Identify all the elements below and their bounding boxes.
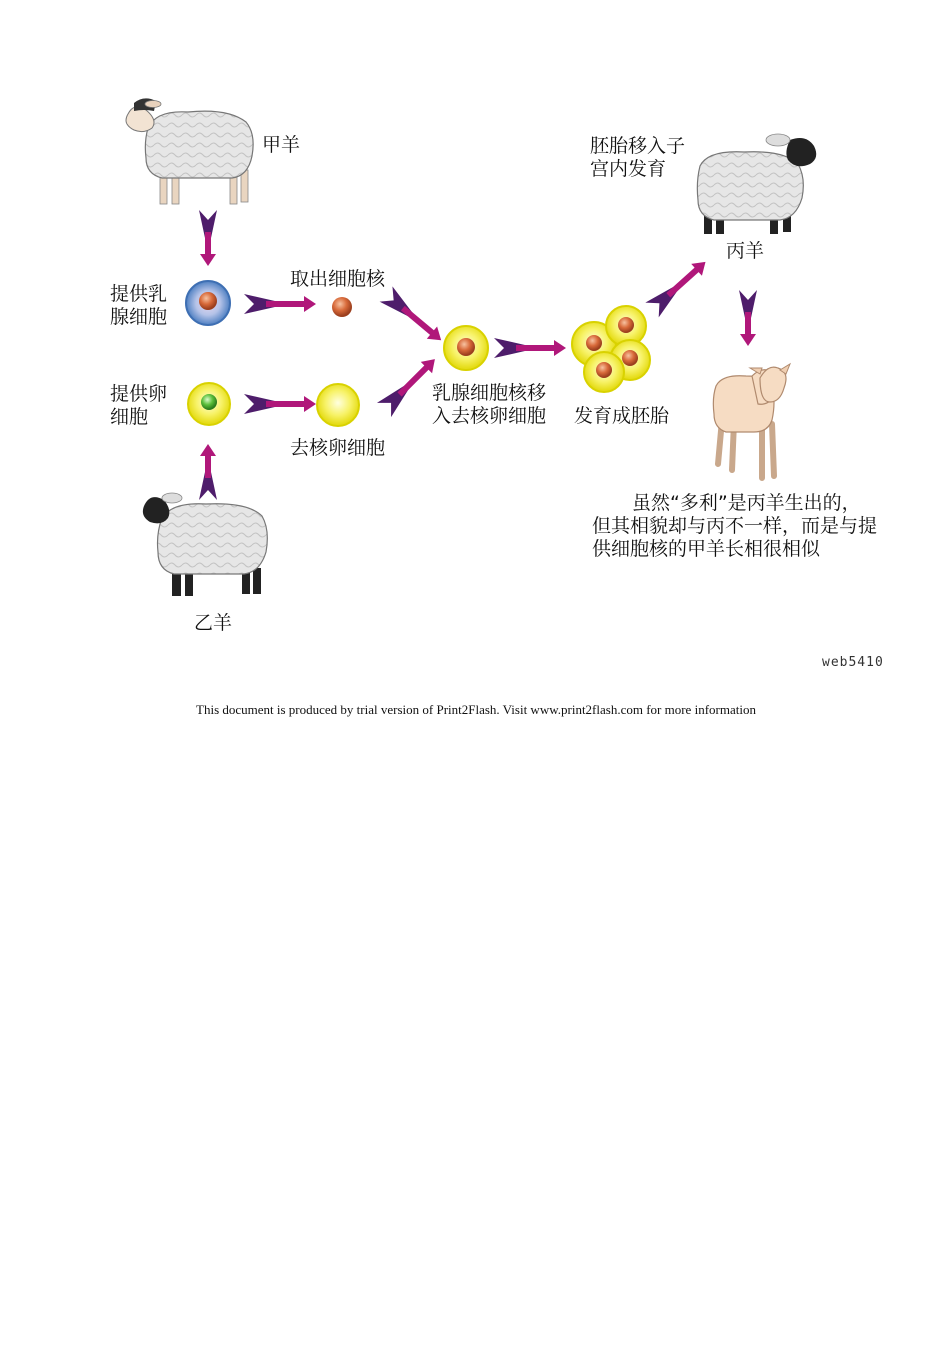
mammary-cell-icon bbox=[186, 281, 230, 325]
label-embryo-transfer: 胚胎移入子 宫内发育 bbox=[590, 135, 686, 180]
caption-line-1: 虽然“多利”是丙羊生出的， bbox=[632, 492, 861, 514]
arrow-embryo-to-sheep-c bbox=[645, 254, 712, 317]
embryo-icon bbox=[572, 306, 650, 392]
arrow-egg-to-enucleated bbox=[244, 394, 316, 414]
arrow-nucleus-to-fusion bbox=[380, 286, 448, 348]
arrow-fusion-to-embryo bbox=[494, 338, 566, 358]
fused-cell-icon bbox=[444, 326, 488, 370]
label-provide-egg: 提供卵 细胞 bbox=[110, 383, 168, 428]
arrow-sheep-b-to-egg bbox=[199, 444, 217, 500]
enucleated-egg-icon bbox=[317, 384, 359, 426]
arrow-mammary-to-nucleus bbox=[244, 294, 316, 314]
label-extract-nucleus: 取出细胞核 bbox=[290, 268, 386, 290]
caption bbox=[592, 492, 912, 561]
sheep-b-icon bbox=[143, 493, 267, 596]
label-develop-embryo: 发育成胚胎 bbox=[574, 405, 670, 427]
label-enucleated-egg: 去核卵细胞 bbox=[290, 437, 386, 459]
caption-line-3: 供细胞核的甲羊长相很相似 bbox=[592, 538, 821, 560]
label-provide-mammary: 提供乳 腺细胞 bbox=[110, 283, 168, 328]
label-sheep-a: 甲羊 bbox=[262, 134, 301, 156]
label-nucleus-transfer: 乳腺细胞核移 入去核卵细胞 bbox=[432, 382, 547, 427]
arrow-sheep-c-to-lamb bbox=[739, 290, 757, 346]
lamb-icon bbox=[713, 364, 790, 478]
label-sheep-b: 乙羊 bbox=[194, 612, 233, 634]
sheep-a-icon bbox=[126, 98, 253, 204]
watermark: web5410 bbox=[822, 655, 884, 670]
footer-notice: This document is produced by trial version of Print2Flash. Visit www.print2flash.com for more information bbox=[196, 702, 756, 717]
sheep-c-icon bbox=[697, 134, 816, 234]
label-sheep-c: 丙羊 bbox=[726, 240, 765, 262]
extracted-nucleus-icon bbox=[332, 297, 352, 317]
egg-cell-icon bbox=[188, 383, 230, 425]
caption-line-2: 但其相貌却与丙不一样，而是与提 bbox=[592, 515, 878, 537]
arrow-sheep-a-to-mammary bbox=[199, 210, 217, 266]
